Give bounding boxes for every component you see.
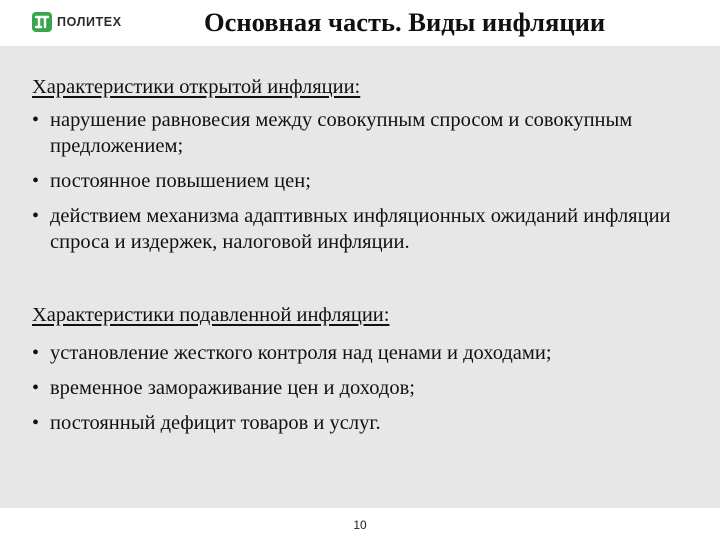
suppressed-inflation-list [32,340,704,445]
list-item-text: нарушение равновесия между совокупным спросом и совокупным предложением; [50,109,633,157]
list-item [32,375,704,401]
bullet-icon: • [32,109,40,131]
list-item [32,203,704,255]
slide-header [0,0,720,46]
bullet-icon: • [32,170,40,192]
slide-content [0,46,720,508]
page-number: 10 [353,518,367,532]
politeh-logo [32,12,122,32]
list-item-text: установление жесткого контроля над ценами и доходами; [50,342,552,364]
list-item [32,410,704,436]
politeh-logo-mark-icon [32,12,52,32]
slide-footer [0,508,720,540]
slide-title: Основная часть. Виды инфляции [204,7,606,37]
list-item-text: постоянный дефицит товаров и услуг. [50,412,381,434]
list-item [32,340,704,366]
bullet-icon: • [32,377,40,399]
list-item [32,168,704,194]
open-inflation-list [32,107,704,264]
bullet-icon: • [32,205,40,227]
list-item-text: действием механизма адаптивных инфляционных ожиданий инфляции спроса и издержек, налоговой инфляции. [50,205,671,253]
list-item-text: постоянное повышением цен; [50,170,311,192]
suppressed-inflation-heading: Характеристики подавленной инфляции: [32,304,390,326]
list-item-text: временное замораживание цен и доходов; [50,377,415,399]
bullet-icon: • [32,412,40,434]
list-item [32,107,704,159]
open-inflation-heading: Характеристики открытой инфляции: [32,76,361,98]
logo-text: ПОЛИТЕХ [57,15,122,29]
bullet-icon: • [32,342,40,364]
